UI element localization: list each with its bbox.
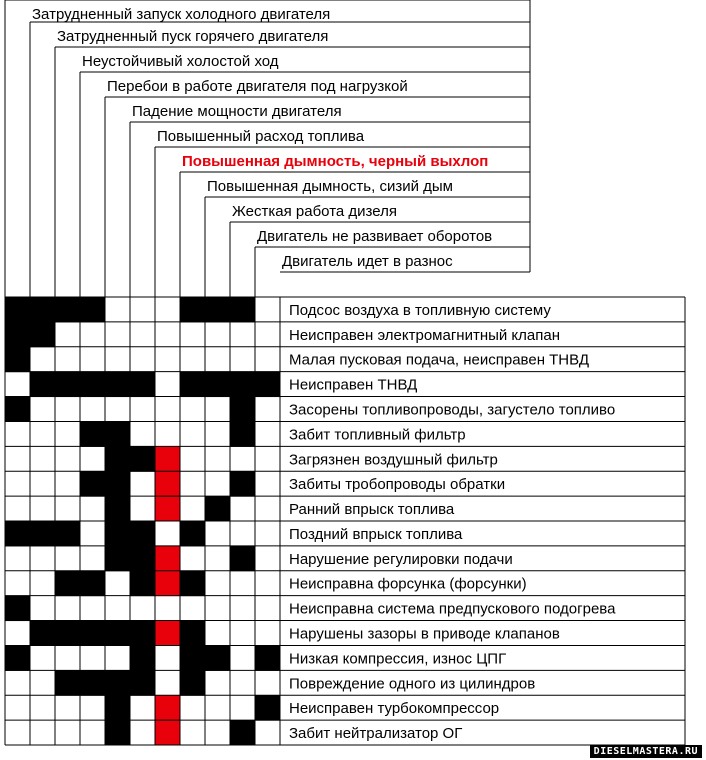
symptom-label: Падение мощности двигателя (132, 103, 342, 120)
cell-filled (5, 645, 30, 670)
cell-red (155, 446, 180, 471)
cell-filled (130, 670, 155, 695)
cause-label: Неисправна форсунка (форсунки) (289, 575, 527, 593)
cell-filled (5, 297, 30, 322)
cell-filled (105, 546, 130, 571)
cell-filled (55, 372, 80, 397)
cell-filled (105, 446, 130, 471)
cell-filled (80, 297, 105, 322)
cause-label: Загрязнен воздушный фильтр (289, 451, 498, 469)
symptom-label: Повышенный расход топлива (157, 128, 365, 145)
cause-label: Ранний впрыск топлива (289, 501, 455, 519)
cause-label: Забит нейтрализатор ОГ (289, 725, 463, 743)
cell-filled (80, 471, 105, 496)
cell-filled (230, 421, 255, 446)
cell-filled (130, 645, 155, 670)
cause-label: Забиты тробопроводы обратки (289, 476, 506, 494)
cell-filled (30, 521, 55, 546)
cell-filled (180, 372, 205, 397)
cell-filled (105, 471, 130, 496)
cell-filled (105, 521, 130, 546)
cell-filled (255, 695, 280, 720)
cell-red (155, 571, 180, 596)
cell-filled (5, 596, 30, 621)
cell-filled (230, 471, 255, 496)
cell-filled (105, 670, 130, 695)
cause-label: Забит топливный фильтр (289, 426, 466, 444)
cause-label: Низкая компрессия, износ ЦПГ (289, 650, 507, 668)
cell-filled (105, 496, 130, 521)
cell-filled (255, 372, 280, 397)
cell-filled (80, 571, 105, 596)
cell-filled (5, 322, 30, 347)
cell-filled (130, 546, 155, 571)
cell-red (155, 621, 180, 646)
cause-label: Нарушены зазоры в приводе клапанов (289, 625, 560, 643)
cell-filled (180, 621, 205, 646)
cell-filled (80, 621, 105, 646)
cell-red (155, 546, 180, 571)
cell-filled (5, 397, 30, 422)
cause-label: Неисправен электромагнитный клапан (289, 326, 561, 344)
cell-filled (105, 720, 130, 745)
cause-label: Неисправен ТНВД (289, 376, 418, 394)
symptom-label: Затрудненный пуск горячего двигателя (57, 28, 329, 45)
cell-filled (30, 297, 55, 322)
cell-filled (55, 297, 80, 322)
cell-filled (80, 670, 105, 695)
cell-filled (80, 421, 105, 446)
symptom-label: Двигатель идет в разнос (282, 253, 453, 270)
cell-filled (180, 297, 205, 322)
cell-filled (230, 546, 255, 571)
watermark: DIESELMASTERA.RU (590, 745, 702, 758)
cell-filled (55, 621, 80, 646)
cell-filled (80, 372, 105, 397)
cell-filled (130, 621, 155, 646)
cell-filled (105, 421, 130, 446)
cause-label: Неисправен турбокомпрессор (289, 700, 500, 718)
cell-filled (230, 372, 255, 397)
cause-label: Малая пусковая подача, неисправен ТНВД (289, 351, 589, 369)
cell-filled (105, 695, 130, 720)
cell-filled (230, 397, 255, 422)
cell-filled (30, 372, 55, 397)
cell-filled (180, 645, 205, 670)
cell-filled (55, 670, 80, 695)
cell-filled (5, 521, 30, 546)
symptom-label: Повышенная дымность, черный выхлоп (182, 153, 489, 170)
cell-filled (105, 372, 130, 397)
cell-filled (130, 446, 155, 471)
cause-label: Нарушение регулировки подачи (289, 550, 513, 568)
cell-filled (55, 521, 80, 546)
cell-filled (205, 645, 230, 670)
symptom-label: Жесткая работа дизеля (232, 203, 397, 220)
cell-filled (180, 670, 205, 695)
cause-label: Засорены топливопроводы, загустело топливо (289, 401, 616, 419)
cell-filled (30, 322, 55, 347)
cell-filled (230, 297, 255, 322)
cause-label: Повреждение одного из цилиндров (289, 675, 536, 693)
cause-label: Поздний впрыск топлива (289, 525, 463, 543)
cell-red (155, 496, 180, 521)
cell-filled (180, 521, 205, 546)
symptom-label: Перебои в работе двигателя под нагрузкой (107, 78, 408, 95)
cell-filled (205, 297, 230, 322)
cell-red (155, 695, 180, 720)
cell-filled (130, 372, 155, 397)
cell-filled (130, 571, 155, 596)
cell-filled (55, 571, 80, 596)
cell-filled (130, 521, 155, 546)
cell-red (155, 720, 180, 745)
cell-red (155, 471, 180, 496)
cell-filled (255, 645, 280, 670)
cell-filled (180, 571, 205, 596)
symptom-label: Повышенная дымность, сизий дым (207, 178, 453, 195)
cell-filled (5, 347, 30, 372)
cell-filled (230, 720, 255, 745)
cause-label: Подсос воздуха в топливную систему (289, 301, 551, 319)
cause-label: Неисправна система предпускового подогрева (289, 600, 616, 618)
symptom-label: Затрудненный запуск холодного двигателя (32, 6, 331, 23)
symptom-label: Двигатель не развивает оборотов (257, 228, 493, 245)
cell-filled (105, 621, 130, 646)
symptom-label: Неустойчивый холостой ход (82, 53, 279, 70)
cell-filled (205, 372, 230, 397)
cell-filled (205, 496, 230, 521)
cell-filled (30, 621, 55, 646)
